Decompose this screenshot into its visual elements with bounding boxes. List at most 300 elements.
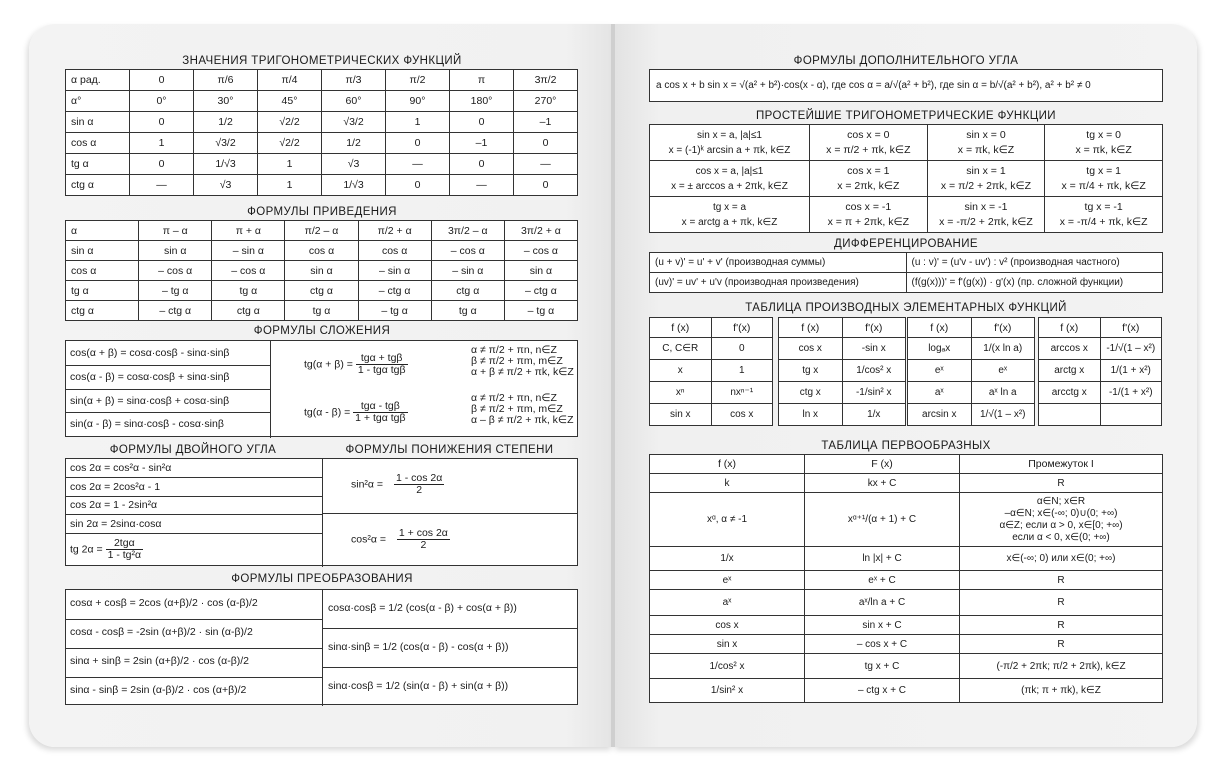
table-cell: aˣ — [908, 382, 972, 404]
table-row — [66, 112, 578, 133]
addition-formula-2: cos(α - β) = cosα·cosβ + sinα·sinβ — [70, 371, 230, 383]
table-cell: 45° — [258, 91, 322, 112]
table-row — [908, 382, 1035, 404]
row-header-cell: α — [66, 221, 139, 241]
header-cell: f'(x) — [842, 318, 906, 338]
table-cell: 0 — [514, 133, 578, 154]
table-cell: π/2 — [386, 70, 450, 91]
table-cell — [927, 161, 1045, 197]
table-cell: (u : v)' = (u'v - uv') : v² (производная частного) — [906, 253, 1163, 273]
header-cell: f (x) — [650, 318, 712, 338]
table-cell: arctg x — [1039, 360, 1101, 382]
open-book — [29, 24, 1197, 747]
table-cell: sin α — [139, 241, 212, 261]
table-cell: 1/(1 + x²) — [1100, 360, 1162, 382]
table-cell: ln |x| + C — [805, 547, 960, 571]
table-cell: 90° — [386, 91, 450, 112]
lowering-sin-formula — [351, 473, 444, 496]
table-cell: sin α — [285, 261, 358, 281]
table-cell: xᵅ⁺¹/(α + 1) + C — [805, 493, 960, 547]
transform-right-2: sinα·sinβ = 1/2 (cos(α - β) - cos(α + β)) — [328, 641, 509, 653]
table-cell: 1 — [258, 175, 322, 196]
solution-text: x = -π/2 + 2πk, k∈Z — [939, 215, 1033, 228]
addition-title: ФОРМУЛЫ СЛОЖЕНИЯ — [253, 325, 391, 337]
table-cell: eˣ — [971, 360, 1035, 382]
table-header-row — [650, 318, 773, 338]
table-cell: π/4 — [258, 70, 322, 91]
transform-left-1: cosα + cosβ = 2cos (α+β)/2 · cos (α-β)/2 — [70, 597, 258, 609]
table-cell: sin x — [650, 404, 712, 426]
table-cell: ctg α — [431, 281, 504, 301]
table-row — [1039, 338, 1162, 360]
table-cell: C, C∈R — [650, 338, 712, 360]
equation-text: tg x = a — [712, 201, 747, 213]
tg-sum-numerator: tgα + tgβ — [356, 353, 408, 365]
table-cell: — — [514, 154, 578, 175]
table-row — [66, 221, 578, 241]
table-cell: 1/2 — [194, 112, 258, 133]
table-cell: aˣ ln a — [971, 382, 1035, 404]
table-cell: cos x — [779, 338, 843, 360]
table-cell: -1/√(1 – x²) — [1100, 338, 1162, 360]
tg-diff-lhs: tg(α - β) = — [304, 406, 351, 419]
trig-values-title: ЗНАЧЕНИЯ ТРИГОНОМЕТРИЧЕСКИХ ФУНКЦИЙ — [182, 55, 462, 67]
solution-text: x = ± arccos a + 2πk, k∈Z — [671, 180, 788, 192]
table-cell: – cos α — [431, 241, 504, 261]
table-cell: tg x — [779, 360, 843, 382]
header-cell: f (x) — [779, 318, 843, 338]
table-cell: π + α — [212, 221, 285, 241]
table-cell: √3 — [322, 154, 386, 175]
table-cell: π/6 — [194, 70, 258, 91]
tg-sum-formula — [304, 353, 408, 376]
tg-sum-condition: α + β ≠ π/2 + πk, k∈Z — [471, 366, 574, 378]
table-cell: 30° — [194, 91, 258, 112]
aux-angle-box — [649, 69, 1163, 102]
table-cell: – cos α — [212, 261, 285, 281]
header-cell: f'(x) — [711, 318, 773, 338]
tg-sum-lhs: tg(α + β) = — [304, 358, 353, 371]
table-cell: R — [960, 590, 1163, 616]
header-cell: Промежуток I — [960, 455, 1163, 474]
row-header-cell: cos α — [66, 261, 139, 281]
double-tg-denominator: 1 - tg²α — [107, 549, 142, 562]
row-header-cell: α рад. — [66, 70, 130, 91]
header-cell: f'(x) — [1100, 318, 1162, 338]
table-cell: π/3 — [322, 70, 386, 91]
table-cell: – tg α — [358, 301, 431, 321]
table-row — [650, 382, 773, 404]
solution-text: x = π/4 + πk, k∈Z — [1061, 179, 1146, 192]
interval-line: α∈Z; если α > 0, x∈[0; +∞) — [999, 519, 1123, 531]
table-cell: eˣ — [908, 360, 972, 382]
solution-text: x = arctg a + πk, k∈Z — [681, 216, 778, 228]
table-cell — [927, 197, 1045, 233]
header-cell: f (x) — [1039, 318, 1101, 338]
table-row — [650, 197, 1163, 233]
table-row — [66, 241, 578, 261]
table-cell: 3π/2 – α — [431, 221, 504, 241]
lowering-sin-numerator: 1 - cos 2α — [395, 472, 443, 484]
table-cell: (f(g(x)))' = f'(g(x)) · g'(x) (пр. сложной функции) — [906, 273, 1163, 293]
table-cell: nxⁿ⁻¹ — [711, 382, 773, 404]
table-row — [908, 338, 1035, 360]
table-cell — [1045, 161, 1163, 197]
book-gutter — [611, 24, 615, 747]
reduction-table — [65, 220, 578, 321]
table-cell: aˣ/ln a + C — [805, 590, 960, 616]
table-cell: 1/2 — [322, 133, 386, 154]
lowering-sin-lhs: sin²α = — [351, 478, 384, 491]
table-cell: (-π/2 + 2πk; π/2 + 2πk), k∈Z — [960, 654, 1163, 679]
table-header-row — [908, 318, 1035, 338]
lowering-title: ФОРМУЛЫ ПОНИЖЕНИЯ СТЕПЕНИ — [345, 444, 554, 456]
solution-text: x = πk, k∈Z — [1075, 143, 1132, 156]
table-row — [650, 404, 773, 426]
aux-angle-title: ФОРМУЛЫ ДОПОЛНИТЕЛЬНОГО УГЛА — [793, 55, 1019, 67]
derivatives-table — [1038, 317, 1162, 426]
solution-text: x = π + 2πk, k∈Z — [827, 215, 910, 228]
table-cell — [960, 493, 1163, 547]
table-cell: R — [960, 571, 1163, 590]
reduction-title: ФОРМУЛЫ ПРИВЕДЕНИЯ — [247, 206, 397, 218]
table-cell: 0° — [130, 91, 194, 112]
tg-diff-numerator: tgα - tgβ — [353, 401, 407, 413]
table-cell: 1 — [130, 133, 194, 154]
table-cell: – sin α — [212, 241, 285, 261]
derivatives-table — [649, 317, 773, 426]
transform-right-1: cosα·cosβ = 1/2 (cos(α - β) + cos(α + β)) — [328, 602, 517, 614]
equation-text: sin x = 1 — [966, 164, 1006, 177]
table-cell — [810, 161, 928, 197]
addition-formula-4: sin(α - β) = sinα·cosβ - cosα·sinβ — [70, 418, 224, 430]
table-cell: arcctg x — [1039, 382, 1101, 404]
table-row — [650, 161, 1163, 197]
table-cell: π – α — [139, 221, 212, 241]
table-cell: – cos α — [504, 241, 577, 261]
table-cell: ctg α — [285, 281, 358, 301]
equation-text: sin x = a, |a|≤1 — [697, 129, 762, 141]
table-cell: (uv)' = uv' + u'v (производная произведения) — [650, 273, 907, 293]
table-cell — [927, 125, 1045, 161]
double-tg-lhs: tg 2α = — [70, 543, 103, 556]
solution-text: x = (-1)ᵏ arcsin a + πk, k∈Z — [668, 144, 791, 156]
equation-text: tg x = 0 — [1086, 128, 1122, 141]
table-cell: cos x — [650, 616, 805, 635]
header-cell: f (x) — [650, 455, 805, 474]
table-cell: 270° — [514, 91, 578, 112]
header-cell: f (x) — [908, 318, 972, 338]
table-row — [1039, 382, 1162, 404]
row-header-cell: ctg α — [66, 301, 139, 321]
table-cell: –1 — [450, 133, 514, 154]
table-cell: √2/2 — [258, 133, 322, 154]
table-cell: 1/√3 — [322, 175, 386, 196]
table-row — [650, 679, 1163, 703]
interval-line: если α < 0, x∈(0; +∞) — [1012, 531, 1110, 543]
table-cell: 1/(x ln a) — [971, 338, 1035, 360]
table-cell: tg α — [212, 281, 285, 301]
double-lowering-box — [65, 458, 578, 566]
table-cell: 1/√3 — [194, 154, 258, 175]
antiderivatives-title: ТАБЛИЦА ПЕРВООБРАЗНЫХ — [821, 440, 991, 452]
tg-diff-condition: α ≠ π/2 + πn, n∈Z — [471, 392, 557, 404]
table-cell: eˣ + C — [805, 571, 960, 590]
table-cell: – ctg α — [504, 281, 577, 301]
addition-box — [65, 340, 578, 437]
table-cell: arccos x — [1039, 338, 1101, 360]
equation-text: cos x = a, |a|≤1 — [695, 165, 764, 177]
transform-title: ФОРМУЛЫ ПРЕОБРАЗОВАНИЯ — [231, 573, 413, 585]
tg-diff-condition: α – β ≠ π/2 + πk, k∈Z — [471, 414, 574, 426]
lowering-cos-formula — [351, 528, 450, 551]
tg-diff-condition: β ≠ π/2 + πm, m∈Z — [471, 403, 563, 415]
lowering-cos-numerator: 1 + cos 2α — [398, 527, 448, 539]
table-row — [1039, 404, 1162, 426]
table-cell: ctg x — [779, 382, 843, 404]
transform-left-2: cosα - cosβ = -2sin (α+β)/2 · sin (α-β)/2 — [70, 626, 253, 638]
table-cell — [650, 125, 810, 161]
derivatives-table — [907, 317, 1035, 426]
table-row — [66, 261, 578, 281]
table-header-row — [1039, 318, 1162, 338]
double-formula-3: cos 2α = 1 - 2sin²α — [70, 499, 158, 511]
table-row — [650, 635, 1163, 654]
tg-sum-fraction — [356, 353, 408, 376]
table-cell — [1045, 197, 1163, 233]
table-cell: tg α — [431, 301, 504, 321]
table-cell: sin x + C — [805, 616, 960, 635]
table-cell: 0 — [386, 133, 450, 154]
table-cell — [1039, 404, 1101, 426]
solution-text: x = 2πk, k∈Z — [837, 179, 900, 192]
table-cell: arcsin x — [908, 404, 972, 426]
table-row — [66, 154, 578, 175]
table-cell: 1/cos² x — [650, 654, 805, 679]
derivatives-table — [778, 317, 906, 426]
table-cell: √3/2 — [322, 112, 386, 133]
equation-text: tg x = -1 — [1084, 200, 1123, 213]
derivatives-tables — [649, 317, 1163, 427]
table-cell — [1100, 404, 1162, 426]
table-cell — [810, 125, 928, 161]
equation-text: sin x = -1 — [964, 200, 1008, 213]
table-cell: x∈(-∞; 0) или x∈(0; +∞) — [960, 547, 1163, 571]
double-formula-1: cos 2α = cos²α - sin²α — [70, 462, 172, 474]
table-cell: 1/√(1 – x²) — [971, 404, 1035, 426]
table-row — [66, 281, 578, 301]
table-cell: cos α — [358, 241, 431, 261]
table-header-row — [779, 318, 906, 338]
table-cell: 0 — [711, 338, 773, 360]
table-cell: 1/sin² x — [650, 679, 805, 703]
table-cell: -1/sin² x — [842, 382, 906, 404]
solution-text: x = -π/4 + πk, k∈Z — [1059, 215, 1148, 228]
table-cell: 60° — [322, 91, 386, 112]
tg-diff-formula — [304, 401, 408, 424]
table-row — [779, 382, 906, 404]
table-cell: 0 — [386, 175, 450, 196]
table-row — [650, 571, 1163, 590]
equation-text: tg x = 1 — [1086, 164, 1122, 177]
table-row — [908, 360, 1035, 382]
transform-left-3: sinα + sinβ = 2sin (α+β)/2 · cos (α-β)/2 — [70, 655, 250, 667]
lowering-sin-fraction — [394, 473, 444, 496]
aux-angle-formula: a cos x + b sin x = √(a² + b²)·cos(x - α), где cos α = a/√(a² + b²), где sin α = b/√(a² + b²), a² + b² ≠ 0 — [656, 80, 1091, 91]
simple-trig-title: ПРОСТЕЙШИЕ ТРИГОНОМЕТРИЧЕСКИЕ ФУНКЦИИ — [756, 110, 1056, 122]
row-header-cell: tg α — [66, 281, 139, 301]
table-row — [650, 338, 773, 360]
table-cell: (u + v)' = u' + v' (производная суммы) — [650, 253, 907, 273]
simple-trig-table — [649, 124, 1163, 233]
antiderivatives-table — [649, 454, 1163, 703]
table-cell: sin α — [504, 261, 577, 281]
table-cell — [650, 197, 810, 233]
table-cell: √3 — [194, 175, 258, 196]
table-cell: tg α — [285, 301, 358, 321]
table-cell: eˣ — [650, 571, 805, 590]
table-row — [650, 590, 1163, 616]
table-cell: xⁿ — [650, 382, 712, 404]
table-cell: – cos x + C — [805, 635, 960, 654]
table-cell: — — [450, 175, 514, 196]
row-header-cell: ctg α — [66, 175, 130, 196]
double-formula-2: cos 2α = 2cos²α - 1 — [70, 481, 161, 493]
lowering-cos-denominator: 2 — [420, 539, 427, 552]
tg-diff-denominator: 1 + tgα tgβ — [355, 412, 406, 425]
table-cell: -1/(1 + x²) — [1100, 382, 1162, 404]
table-cell: 180° — [450, 91, 514, 112]
table-cell: – tg α — [504, 301, 577, 321]
table-cell: R — [960, 616, 1163, 635]
tg-sum-conditions — [471, 345, 574, 378]
tg-diff-fraction — [353, 401, 407, 424]
double-angle-title: ФОРМУЛЫ ДВОЙНОГО УГЛА — [109, 444, 277, 456]
double-formula-4: sin 2α = 2sinα·cosα — [70, 518, 162, 530]
table-cell: -sin x — [842, 338, 906, 360]
interval-line: –α∈N; x∈(-∞; 0)∪(0; +∞) — [1004, 507, 1118, 519]
table-cell: x — [650, 360, 712, 382]
table-cell: – sin α — [358, 261, 431, 281]
trig-values-table — [65, 69, 578, 196]
table-row — [779, 338, 906, 360]
differentiation-table — [649, 252, 1163, 293]
table-cell: kx + C — [805, 474, 960, 493]
table-row — [650, 493, 1163, 547]
tg-diff-conditions — [471, 393, 574, 426]
lowering-cos-lhs: cos²α = — [351, 533, 386, 546]
table-cell: – ctg x + C — [805, 679, 960, 703]
table-row — [66, 175, 578, 196]
equation-text: cos x = -1 — [845, 200, 892, 213]
table-cell: logₐx — [908, 338, 972, 360]
transform-box — [65, 589, 578, 705]
table-cell: R — [960, 474, 1163, 493]
table-cell: 0 — [450, 154, 514, 175]
table-cell: tg x + C — [805, 654, 960, 679]
table-row — [650, 360, 773, 382]
table-cell: ln x — [779, 404, 843, 426]
table-cell: 3π/2 + α — [504, 221, 577, 241]
table-cell: √2/2 — [258, 112, 322, 133]
table-cell: 1 — [711, 360, 773, 382]
row-header-cell: cos α — [66, 133, 130, 154]
table-row — [650, 654, 1163, 679]
table-row — [779, 360, 906, 382]
table-cell: sin x — [650, 635, 805, 654]
row-header-cell: sin α — [66, 241, 139, 261]
addition-formula-3: sin(α + β) = sinα·cosβ + cosα·sinβ — [70, 395, 230, 407]
table-cell: 0 — [130, 154, 194, 175]
header-cell: f'(x) — [971, 318, 1035, 338]
table-row — [66, 133, 578, 154]
table-row — [1039, 360, 1162, 382]
table-row — [650, 273, 1163, 293]
solution-text: x = πk, k∈Z — [957, 143, 1015, 156]
table-row — [66, 91, 578, 112]
table-row — [650, 253, 1163, 273]
table-cell: √3/2 — [194, 133, 258, 154]
transform-left-4: sinα - sinβ = 2sin (α-β)/2 · cos (α+β)/2 — [70, 684, 247, 696]
table-cell: — — [130, 175, 194, 196]
double-tg-fraction — [106, 538, 144, 561]
lowering-sin-denominator: 2 — [416, 484, 423, 497]
solution-text: x = π/2 + 2πk, k∈Z — [940, 179, 1032, 192]
interval-line: α∈N; x∈R — [1036, 495, 1086, 507]
table-cell: 0 — [514, 175, 578, 196]
table-cell: – tg α — [139, 281, 212, 301]
table-cell: ctg α — [212, 301, 285, 321]
table-cell: 0 — [130, 112, 194, 133]
table-cell: π/2 – α — [285, 221, 358, 241]
table-cell: — — [386, 154, 450, 175]
table-row — [908, 404, 1035, 426]
double-tg-numerator: 2tgα — [106, 538, 144, 550]
table-cell: 1/x — [650, 547, 805, 571]
transform-right-3: sinα·cosβ = 1/2 (sin(α - β) + sin(α + β)) — [328, 680, 509, 692]
table-cell: 3π/2 — [514, 70, 578, 91]
addition-formula-1: cos(α + β) = cosα·cosβ - sinα·sinβ — [70, 347, 230, 359]
header-cell: F (x) — [805, 455, 960, 474]
tg-sum-denominator: 1 - tgα tgβ — [357, 364, 406, 377]
table-row — [650, 474, 1163, 493]
table-row — [66, 70, 578, 91]
row-header-cell: tg α — [66, 154, 130, 175]
table-row — [650, 547, 1163, 571]
table-cell: – sin α — [431, 261, 504, 281]
table-cell: –1 — [514, 112, 578, 133]
table-cell: – cos α — [139, 261, 212, 281]
table-cell: 1/x — [842, 404, 906, 426]
table-cell: 1/cos² x — [842, 360, 906, 382]
table-cell — [650, 161, 810, 197]
table-cell: π — [450, 70, 514, 91]
table-header-row — [650, 455, 1163, 474]
table-cell: cos α — [285, 241, 358, 261]
table-cell: cos x — [711, 404, 773, 426]
table-cell: 1 — [258, 154, 322, 175]
lowering-cos-fraction — [397, 528, 450, 551]
equation-text: cos x = 1 — [847, 164, 890, 177]
solution-text: x = π/2 + πk, k∈Z — [826, 143, 911, 156]
row-header-cell: sin α — [66, 112, 130, 133]
table-row — [650, 616, 1163, 635]
tg-sum-condition: α ≠ π/2 + πn, n∈Z — [471, 344, 557, 356]
table-row — [650, 125, 1163, 161]
table-cell: – ctg α — [139, 301, 212, 321]
table-row — [66, 301, 578, 321]
table-cell: (πk; π + πk), k∈Z — [960, 679, 1163, 703]
